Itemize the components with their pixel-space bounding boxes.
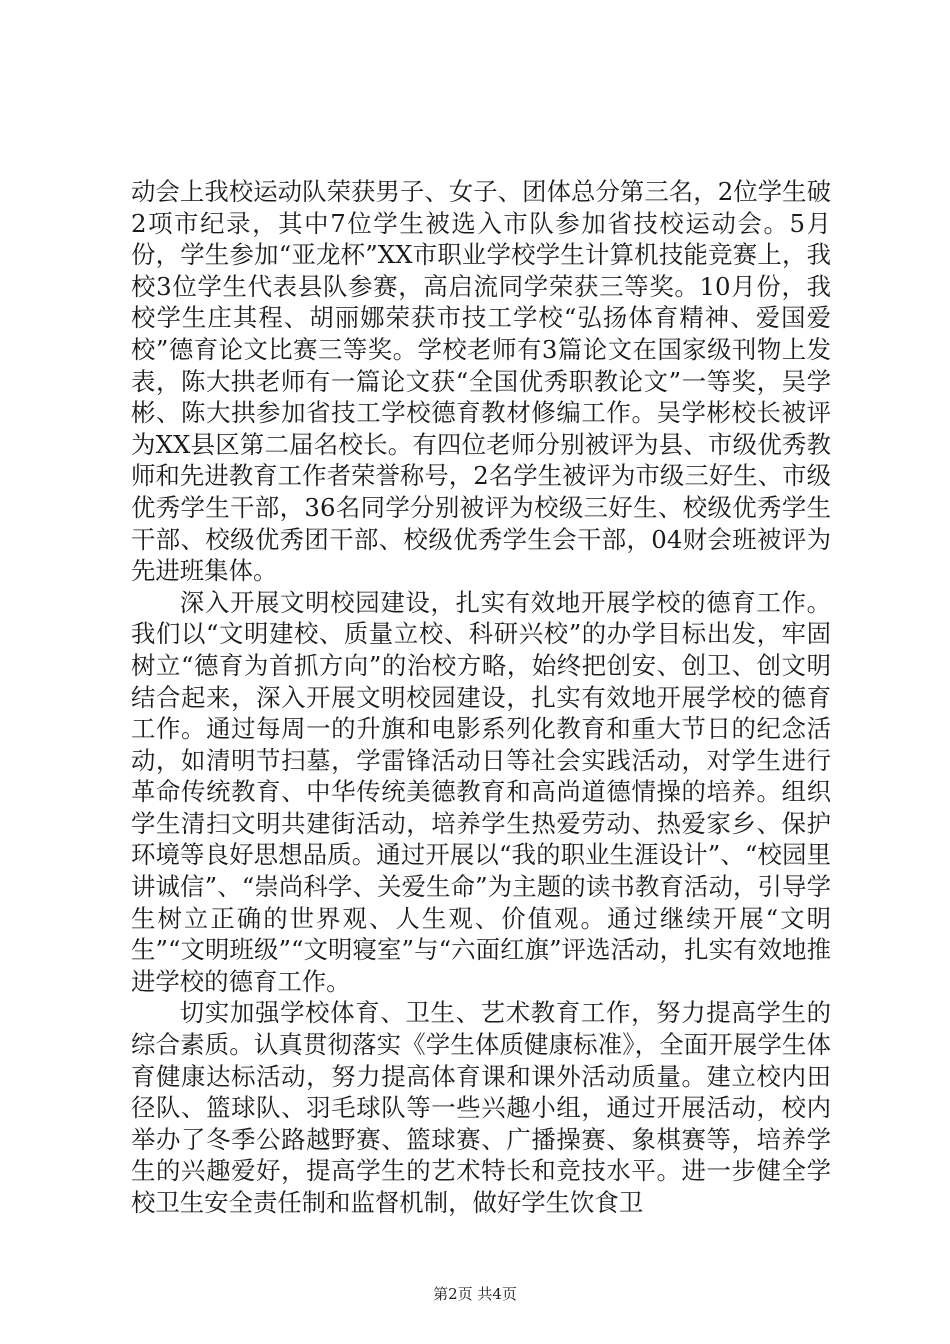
document-body — [131, 176, 831, 1219]
paragraph-sports-health-arts: 切实加强学校体育、卫生、艺术教育工作，努力提高学生的综合素质。认真贯彻落实《学生体质健康标准》，全面开展学生体育健康达标活动，努力提高体育课和课外活动质量。建立校内田径队、篮球队、羽毛球队等一些兴趣小组，通过开展活动，校内举办了冬季公路越野赛、篮球赛、广播操赛、象棋赛等，培养学生的兴趣爱好，提高学生的艺术特长和竞技水平。进一步健全学校卫生安全责任制和监督机制，做好学生饮食卫 — [131, 998, 831, 1217]
paragraph-awards: 动会上我校运动队荣获男子、女子、团体总分第三名，2位学生破2项市纪录，其中7位学生被选入市队参加省技校运动会。5月份，学生参加“亚龙杯”XX市职业学校学生计算机技能竞赛上，我校3位学生代表县队参赛，高启流同学荣获三等奖。10月份，我校学生庄其程、胡丽娜荣获市技工学校“弘扬体育精神、爱国爱校”德育论文比赛三等奖。学校老师有3篇论文在国家级刊物上发表，陈大拱老师有一篇论文获“全国优秀职教论文”一等奖，吴学彬、陈大拱参加省技工学校德育教材修编工作。吴学彬校长被评为XX县区第二届名校长。有四位老师分别被评为县、市级优秀教师和先进教育工作者荣誉称号，2名学生被评为市级三好生、市级优秀学生干部，36名同学分别被评为校级三好生、校级优秀学生干部、校级优秀团干部、校级优秀学生会干部，04财会班被评为先进班集体。 — [131, 177, 831, 586]
page-number-footer: 第2页 共4页 — [433, 1285, 517, 1303]
paragraph-moral-education: 深入开展文明校园建设，扎实有效地开展学校的德育工作。我们以“文明建校、质量立校、科研兴校”的办学目标出发，牢固树立“德育为首抓方向”的治校方略，始终把创安、创卫、创文明结合起来，深入开展文明校园建设，扎实有效地开展学校的德育工作。通过每周一的升旗和电影系列化教育和重大节日的纪念活动，如清明节扫墓，学雷锋活动日等社会实践活动，对学生进行革命传统教育、中华传统美德教育和高尚道德情操的培养。组织学生清扫文明共建街活动，培养学生热爱劳动、热爱家乡、保护环境等良好思想品质。通过开展以“我的职业生涯设计”、“校园里讲诚信”、“崇尚科学、关爱生命”为主题的读书教育活动，引导学生树立正确的世界观、人生观、价值观。通过继续开展“文明生”“文明班级”“文明寝室”与“六面红旗”评选活动，扎实有效地推进学校的德育工作。 — [131, 587, 831, 996]
